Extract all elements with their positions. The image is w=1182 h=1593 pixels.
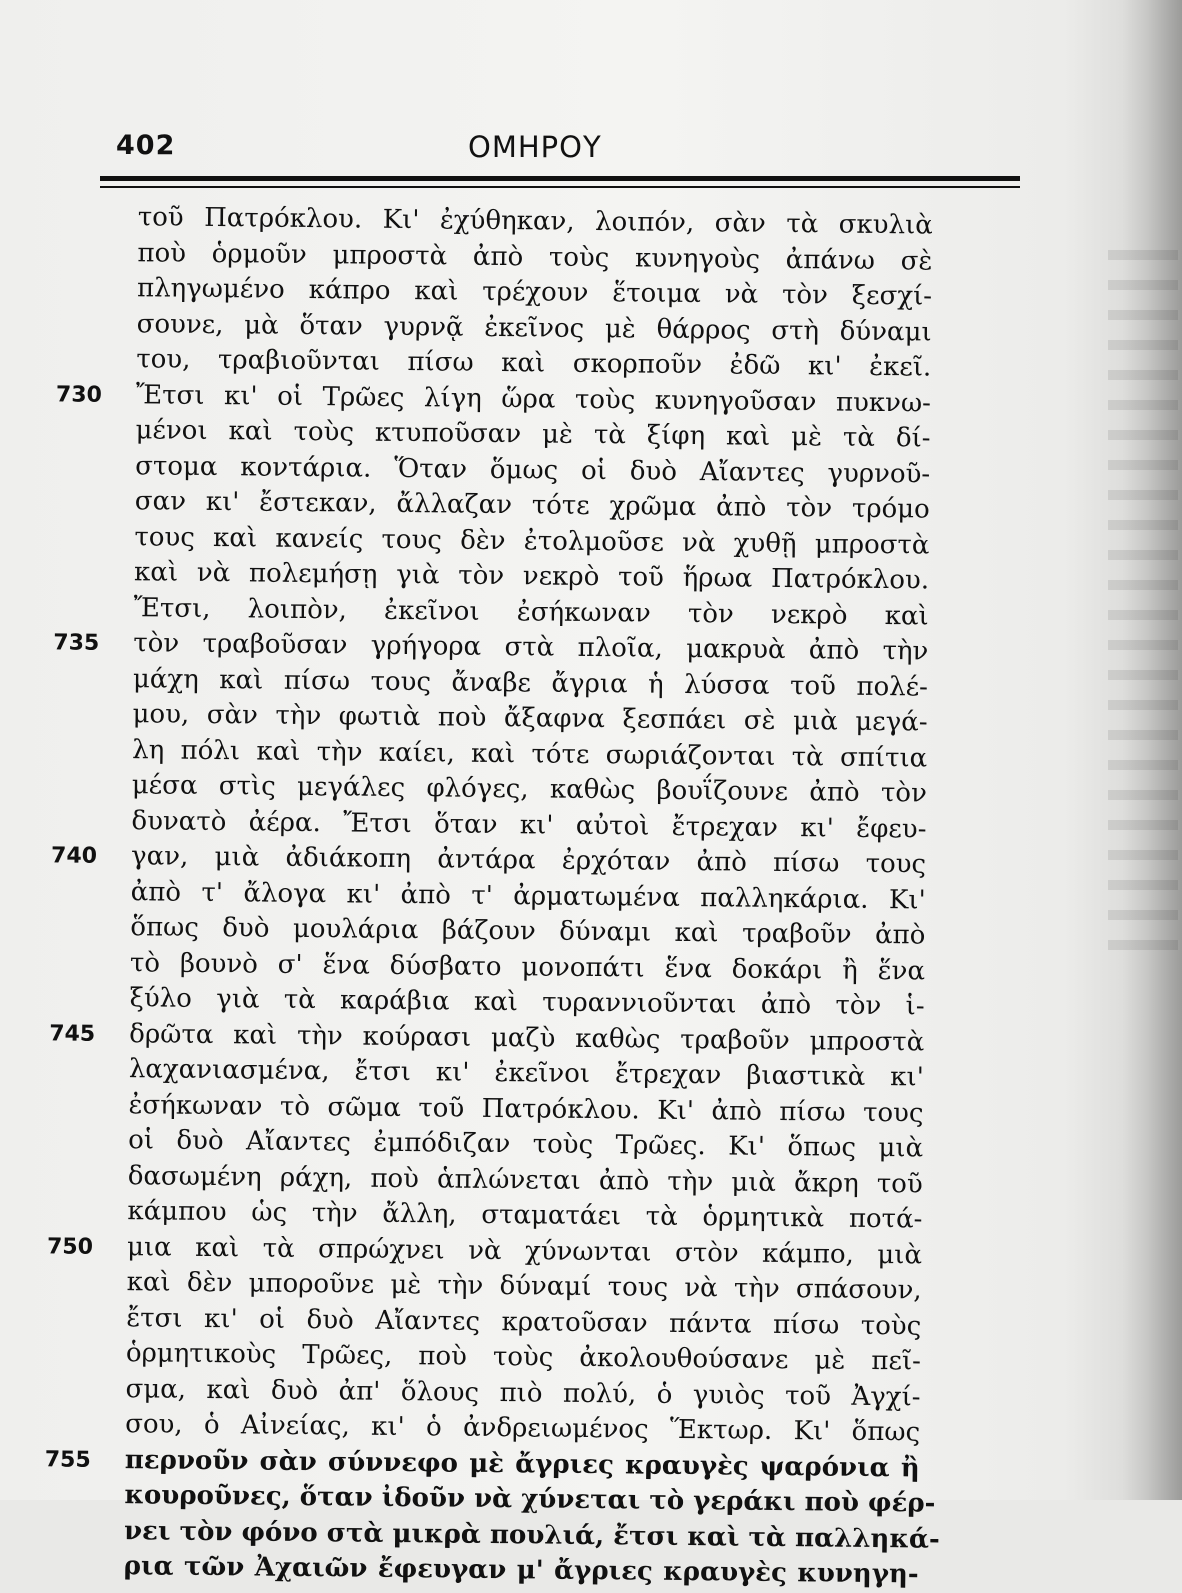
verse-number bbox=[57, 306, 107, 307]
verse-number bbox=[46, 1335, 96, 1336]
verse-number bbox=[58, 235, 108, 236]
verse-number bbox=[54, 590, 104, 591]
verse-number: 745 bbox=[49, 1020, 96, 1047]
line-text: σμα, καὶ δυὸ ἀπ' ὅλους πιὸ πολύ, ὁ γυιὸς τοῦ Ἀγχί- bbox=[125, 1373, 921, 1412]
line-text: ποὺ ὁρμοῦν μπροστὰ ἀπὸ τοὺς κυνηγοὺς ἀπάνω σὲ bbox=[137, 237, 933, 277]
line-text: στομα κοντάρια. Ὅταν ὅμως οἱ δυὸ Αἴαντες γυρνοῦ- bbox=[135, 450, 931, 490]
verse-number bbox=[48, 1122, 98, 1123]
line-text: πληγωμένο κάπρο καὶ τρέχουν ἕτοιμα νὰ τὸν ξεσχί- bbox=[136, 273, 933, 312]
verse-number: 735 bbox=[53, 630, 100, 656]
line-text: ἐσήκωναν τὸ σῶμα τοῦ Πατρόκλου. Κι' ἀπὸ πίσω τους bbox=[128, 1089, 924, 1128]
line-text: γαν, μιὰ ἀδιάκοπη ἀντάρα ἐρχόταν ἀπὸ πίσω τους bbox=[130, 841, 927, 880]
verse-number: 750 bbox=[46, 1233, 94, 1260]
verse-number bbox=[52, 803, 102, 804]
line-text: λαχανιασμένα, ἔτσι κι' ἐκεῖνοι ἔτρεχαν βιαστικὰ κι' bbox=[128, 1054, 925, 1093]
line-text: δρῶτα καὶ τὴν κούρασι μαζὺ καθὼς τραβοῦν μπροστὰ bbox=[129, 1018, 925, 1057]
line-text: περνοῦν σὰν σύννεφο μὲ ἄγριες κραυγὲς ψαρόνια ἢ bbox=[124, 1444, 920, 1483]
verse-number bbox=[58, 199, 108, 200]
header-rule-thick bbox=[100, 176, 1020, 181]
line-text: Ἔτσι κι' οἱ Τρῶες λίγη ὥρα τοὺς κυνηγοῦσαν πυκνω- bbox=[135, 379, 932, 419]
line-text: τὸ βουνὸ σ' ἕνα δύσβατο μονοπάτι ἕνα δοκάρι ἢ ἕνα bbox=[129, 947, 926, 986]
verse-number bbox=[44, 1548, 94, 1549]
line-text: ὅπως δυὸ μουλάρια βάζουν δύναμι καὶ τραβοῦν ἀπὸ bbox=[130, 912, 926, 951]
verse-number bbox=[52, 767, 102, 768]
verse-number bbox=[54, 554, 104, 555]
header-rule-thin bbox=[100, 186, 1020, 188]
line-text: νει τὸν φόνο στὰ μικρὰ πουλιά, ἔτσι καὶ τὰ παλληκά- bbox=[123, 1515, 940, 1555]
line-text: του, τραβιοῦνται πίσω καὶ σκορποῦν ἐδῶ κι' ἐκεῖ. bbox=[136, 344, 932, 383]
line-text: ἔτσι κι' οἱ δυὸ Αἴαντες κρατοῦσαν πάντα πίσω τοὺς bbox=[126, 1302, 922, 1341]
verse-number bbox=[49, 1087, 99, 1088]
verse-number: 755 bbox=[44, 1446, 91, 1473]
line-text: σαν κι' ἔστεκαν, ἄλλαζαν τότε χρῶμα ἀπὸ τὸν τρόμο bbox=[134, 486, 930, 525]
verse-number bbox=[44, 1513, 94, 1514]
line-text: σου, ὁ Αἰνείας, κι' ὁ ἀνδρειωμένος Ἕκτωρ. Κι' ὅπως bbox=[125, 1409, 921, 1448]
facing-page-edge bbox=[1108, 230, 1178, 950]
verse-number bbox=[57, 270, 107, 271]
verse-number: 740 bbox=[50, 843, 98, 869]
line-text: κουροῦνες, ὅταν ἰδοῦν νὰ χύνεται τὸ γεράκι ποὺ φέρ- bbox=[124, 1480, 936, 1519]
verse-number bbox=[51, 909, 101, 910]
body-text bbox=[44, 200, 940, 1590]
line-text: οἱ δυὸ Αἴαντες ἐμπόδιζαν τοὺς Τρῶες. Κι' ὅπως μιὰ bbox=[127, 1125, 924, 1164]
verse-number bbox=[55, 448, 105, 449]
line-text: τὸν τραβοῦσαν γρήγορα στὰ πλοῖα, μακρυὰ ἀπὸ τὴν bbox=[133, 628, 929, 667]
line-text: δασωμένη ράχη, ποὺ ἁπλώνεται ἀπὸ τὴν μιὰ ἄκρη τοῦ bbox=[127, 1160, 923, 1199]
line-text: δυνατὸ ἀέρα. Ἔτσι ὅταν κι' αὐτοὶ ἔτρεχαν κι' ἔφευ- bbox=[131, 805, 927, 844]
line-text: ἀπὸ τ' ἄλογα κι' ἀπὸ τ' ἀρματωμένα παλληκάρια. Κι' bbox=[130, 876, 926, 915]
text-line bbox=[104, 1549, 919, 1593]
verse-number bbox=[50, 980, 100, 981]
verse-number bbox=[46, 1300, 96, 1301]
verse-number bbox=[46, 1371, 96, 1372]
page-header bbox=[108, 128, 1018, 174]
line-text: τους καὶ κανείς τους δὲν ἐτολμοῦσε νὰ χυθῇ μπροστὰ bbox=[134, 521, 930, 561]
verse-number bbox=[48, 1158, 98, 1159]
line-text: κάμπου ὡς τὴν ἄλλη, σταματάει τὰ ὁρμητικὰ ποτά- bbox=[127, 1196, 923, 1235]
line-text: ρια τῶν Ἀχαιῶν ἔφευγαν μ' ἄγριες κραυγὲς κυνηγη- bbox=[123, 1551, 919, 1590]
line-text: σουνε, μὰ ὅταν γυρνᾷ ἐκεῖνος μὲ θάρρος στὴ δύναμι bbox=[136, 308, 932, 348]
verse-number bbox=[50, 945, 100, 946]
line-text: τοῦ Πατρόκλου. Κι' ἐχύθηκαν, λοιπόν, σὰν τὰ σκυλιὰ bbox=[137, 202, 933, 241]
line-text: μου, σὰν τὴν φωτιὰ ποὺ ἄξαφνα ξεσπάει σὲ μιὰ μεγά- bbox=[132, 699, 928, 738]
line-text: μέσα στὶς μεγάλες φλόγες, καθὼς βουΐζουνε ἀπὸ τὸν bbox=[131, 770, 927, 809]
line-text: ξύλο γιὰ τὰ καράβια καὶ τυραννιοῦνται ἀπὸ τὸν ἱ- bbox=[129, 983, 925, 1022]
running-title: ΟΜΗΡΟΥ bbox=[468, 130, 602, 164]
verse-number bbox=[57, 341, 107, 342]
verse-number bbox=[52, 732, 102, 733]
verse-number bbox=[53, 696, 103, 697]
line-text: καὶ νὰ πολεμήσῃ γιὰ τὸν νεκρὸ τοῦ ἥρωα Πατρόκλου. bbox=[133, 557, 930, 596]
line-text: λη πόλι καὶ τὴν καίει, καὶ τότε σωριάζονται τὰ σπίτια bbox=[132, 734, 928, 774]
line-text: καὶ δὲν μποροῦνε μὲ τὴν δύναμί τους νὰ τὴν σπάσουν, bbox=[126, 1267, 922, 1306]
verse-number bbox=[55, 519, 105, 520]
line-text: ὁρμητικοὺς Τρῶες, ποὺ τοὺς ἀκολουθούσανε μὲ πεῖ- bbox=[125, 1338, 922, 1377]
line-text: μένοι καὶ τοὺς κτυποῦσαν μὲ τὰ ξίφη καὶ μὲ τὰ δί- bbox=[135, 415, 931, 454]
verse-number bbox=[48, 1193, 98, 1194]
page-number: 402 bbox=[116, 130, 176, 161]
line-text: μάχη καὶ πίσω τους ἄναβε ἄγρια ἡ λύσσα τοῦ πολέ- bbox=[132, 663, 929, 703]
verse-number bbox=[45, 1406, 95, 1407]
line-text: Ἔτσι, λοιπὸν, ἐκεῖνοι ἐσήκωναν τὸν νεκρὸ καὶ bbox=[133, 592, 929, 632]
verse-number bbox=[55, 483, 105, 484]
verse-number: 730 bbox=[55, 381, 103, 408]
line-text: μια καὶ τὰ σπρώχνει νὰ χύνωνται στὸν κάμπο, μιὰ bbox=[126, 1231, 923, 1270]
